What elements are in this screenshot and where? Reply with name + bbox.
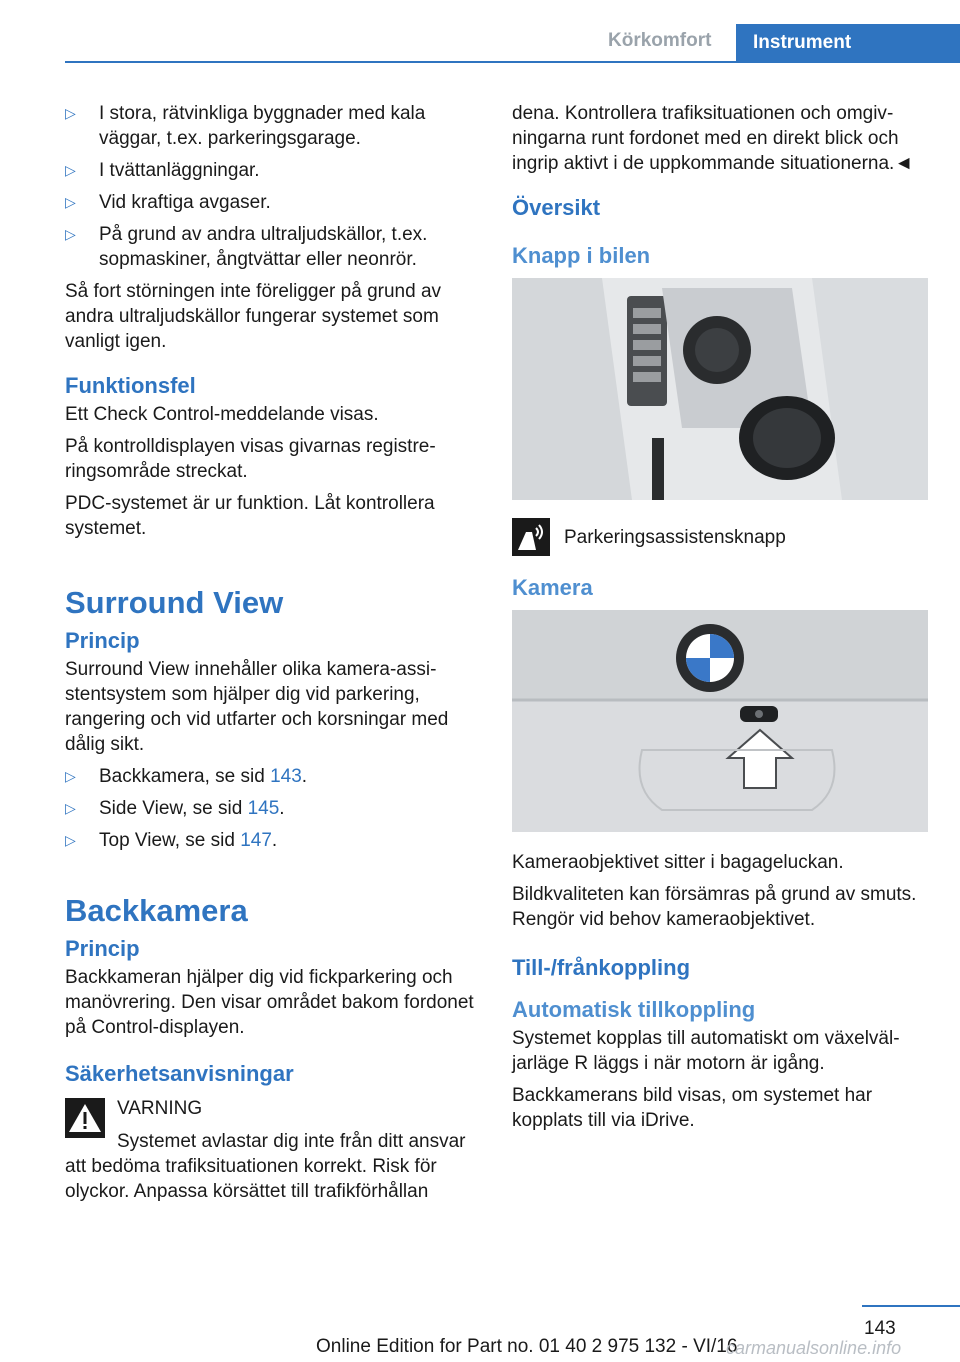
- list-item: ▷ Vid kraftiga avgaser.: [65, 192, 271, 213]
- warning-title: VARNING: [117, 1098, 203, 1119]
- list-item: ▷ I stora, rätvinkliga byggnader med kala väggar, t.ex. parkeringsgarage.: [65, 103, 426, 149]
- paragraph: Systemet kopplas till automatiskt om växelväljarläge R läggs i när motorn är igång.: [512, 1028, 900, 1074]
- edition-footer: Online Edition for Part no. 01 40 2 975 132 - VI/16: [316, 1336, 738, 1357]
- heading-princip: Princip: [65, 936, 140, 961]
- reference-list: [65, 764, 483, 853]
- page-number-rule: [862, 1305, 960, 1307]
- paragraph: Backkamerans bild visas, om systemet har kopplats till via iDrive.: [512, 1085, 873, 1131]
- triangle-bullet-icon: ▷: [65, 832, 76, 848]
- watermark: carmanualsonline.info: [726, 1338, 902, 1358]
- page-number: 143: [864, 1318, 896, 1339]
- left-column: [65, 101, 483, 1204]
- heading-surround-view: Surround View: [65, 585, 284, 620]
- paragraph: PDC-systemet är ur funktion. Låt kontrollera systemet.: [65, 493, 435, 539]
- triangle-bullet-icon: ▷: [65, 162, 76, 178]
- list-item: ▷ Side View, se sid 145.: [65, 798, 285, 819]
- tab-instrument[interactable]: Instrument: [736, 24, 960, 62]
- heading-knapp-i-bilen: Knapp i bilen: [512, 243, 651, 268]
- heading-backkamera: Backkamera: [65, 893, 248, 928]
- triangle-bullet-icon: ▷: [65, 194, 76, 210]
- paragraph: Surround View innehåller olika kamera-assistentsystem som hjälper dig vid parkering, rangering och vid utfarter och korsningar med dålig sikt.: [65, 659, 449, 755]
- heading-kamera: Kamera: [512, 575, 593, 600]
- parking-assist-icon: [512, 518, 550, 556]
- paragraph: dena. Kontrollera trafiksituationen och omgivningarna runt fordonet med en direkt blick och ingrip aktivt i de uppkommande situationerna.◄: [512, 103, 914, 174]
- button-legend: [512, 518, 928, 556]
- list-item: ▷ På grund av andra ultraljudskällor, t.ex. sopmaskiner, ångtvättar eller neonrör.: [65, 224, 428, 270]
- page-link[interactable]: 147: [240, 830, 272, 851]
- paragraph: Backkameran hjälper dig vid fickparkering och manövrering. Den visar området bakom fordonet på Control-displayen.: [65, 967, 474, 1038]
- triangle-bullet-icon: ▷: [65, 800, 76, 816]
- triangle-bullet-icon: ▷: [65, 105, 76, 121]
- paragraph: På kontrolldisplayen visas givarnas registreringsområde streckat.: [65, 436, 436, 482]
- warning-icon: [65, 1098, 105, 1138]
- warning-box: [65, 1096, 483, 1204]
- warning-text: Systemet avlastar dig inte från ditt ansvar att bedöma trafiksituationen korrekt. Risk för olyckor. Anpassa körsättet till trafikförhållan: [65, 1131, 466, 1202]
- tab-korkomfort[interactable]: Körkomfort: [608, 30, 712, 51]
- triangle-bullet-icon: ▷: [65, 226, 76, 242]
- list-item: ▷ Top View, se sid 147.: [65, 830, 278, 851]
- interference-list: [65, 101, 483, 272]
- heading-oversikt: Översikt: [512, 195, 601, 220]
- heading-funktionsfel: Funktionsfel: [65, 373, 196, 398]
- header-rule: [65, 61, 960, 63]
- triangle-bullet-icon: ▷: [65, 768, 76, 784]
- paragraph: Så fort störningen inte föreligger på grund av andra ultraljudskällor fungerar systemet som vanligt igen.: [65, 281, 442, 352]
- center-console-photo: [512, 278, 928, 500]
- button-label: Parkeringsassistensknapp: [564, 526, 786, 548]
- heading-sakerhetsanvisningar: Säkerhetsanvisningar: [65, 1061, 294, 1086]
- heading-princip: Princip: [65, 628, 140, 653]
- page-link[interactable]: 145: [247, 798, 280, 819]
- heading-automatisk-tillkoppling: Automatisk tillkoppling: [512, 997, 756, 1022]
- rear-camera-photo: [512, 610, 928, 832]
- right-column: [512, 101, 928, 1140]
- heading-till-frankoppling: Till-/frånkoppling: [512, 955, 691, 980]
- paragraph: Bildkvaliteten kan försämras på grund av smuts. Rengör vid behov kameraobjektivet.: [512, 884, 917, 930]
- list-item: ▷ Backkamera, se sid 143.: [65, 766, 308, 787]
- paragraph: Ett Check Control-meddelande visas.: [65, 404, 379, 425]
- list-item: ▷ I tvättanläggningar.: [65, 160, 260, 181]
- page-link[interactable]: 143: [270, 766, 302, 787]
- paragraph: Kameraobjektivet sitter i bagageluckan.: [512, 852, 844, 873]
